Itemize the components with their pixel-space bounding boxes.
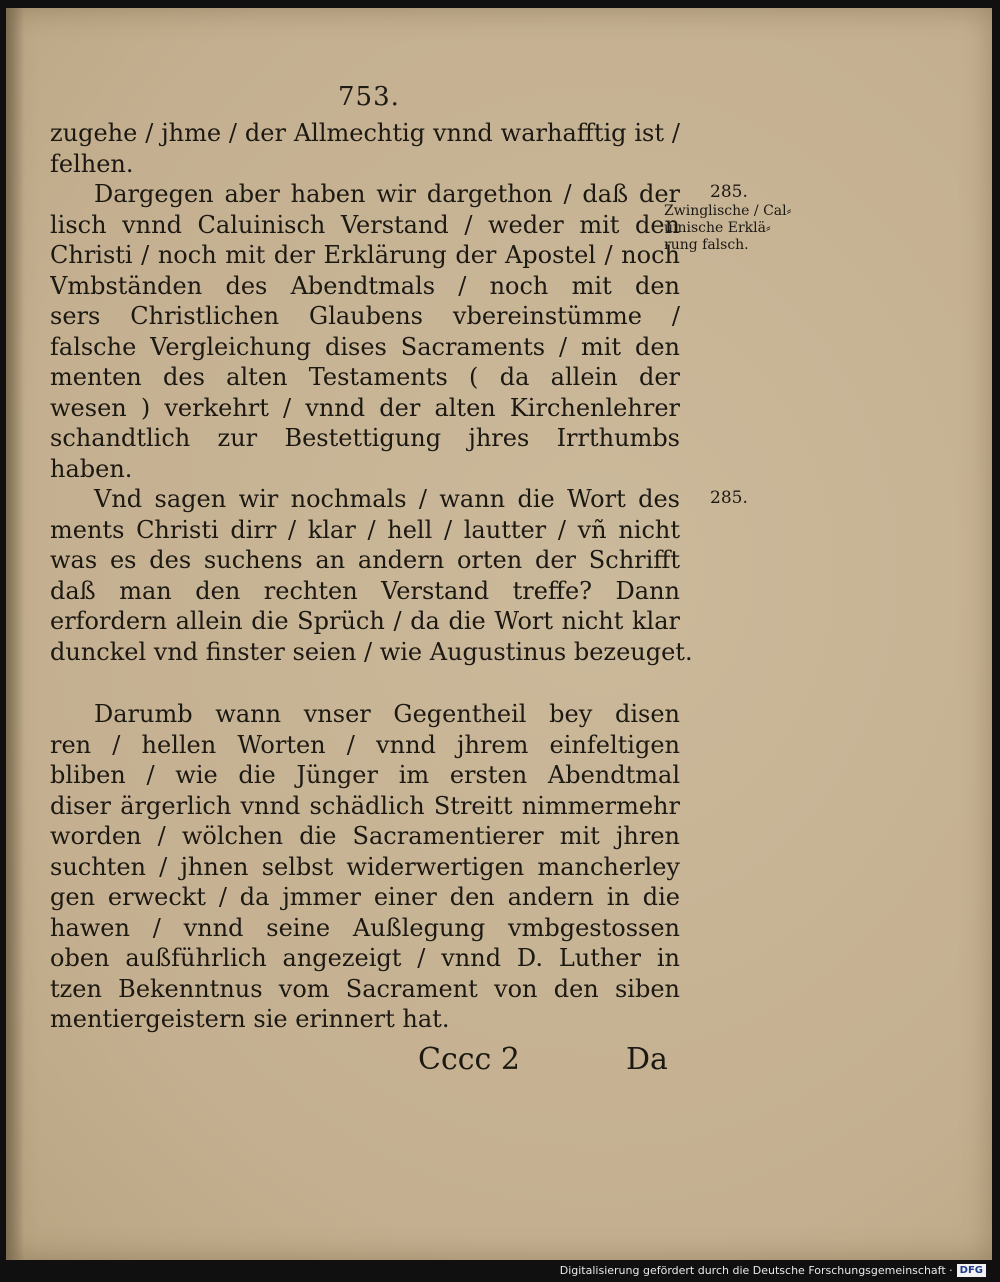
text-line: bliben / wie die Jünger im ersten Abendtmal <box>50 761 680 789</box>
text-line: Christi / noch mit der Erklärung der Apostel / noch <box>50 241 680 269</box>
text-line: Darumb wann vnser Gegentheil bey disen <box>94 700 680 728</box>
text-line: mentiergeistern sie erinnert hat. <box>50 1005 450 1033</box>
text-line: falsche Vergleichung dises Sacraments / mit den <box>50 332 680 361</box>
text-line: gen erweckt / da jmmer einer den andern in die <box>50 883 680 911</box>
text-line: hawen / vnnd seine Außlegung vmbgestossen <box>50 913 680 942</box>
digitization-credit <box>560 1264 986 1277</box>
book-page <box>6 8 992 1260</box>
catchword: Da <box>626 1042 668 1077</box>
text-line: schandtlich zur Bestettigung jhres Irrthumbs <box>50 424 680 452</box>
text-line: ments Christi dirr / klar / hell / lautter / vñ nicht <box>50 515 680 544</box>
signature-mark: Cccc 2 <box>418 1042 520 1077</box>
text-line: dunckel vnd finster seien / wie Augustinus bezeuget. <box>50 637 693 666</box>
paragraph-gap <box>50 667 680 699</box>
text-line: zugehe / jhme / der Allmechtig vnnd warhafftig ist / <box>50 119 680 147</box>
paragraph-2 <box>50 179 680 484</box>
text-line: wesen ) verkehrt / vnnd der alten Kirchenlehrer <box>50 393 680 422</box>
text-line: erfordern allein die Sprüch / da die Wort nicht klar <box>50 607 680 635</box>
text-line: suchten / jhnen selbst widerwertigen mancherley <box>50 852 680 881</box>
text-line: Vnd sagen wir nochmals / wann die Wort des <box>94 485 680 513</box>
text-line: was es des suchens an andern orten der Schrifft <box>50 546 680 574</box>
marginal-note-1 <box>664 184 814 254</box>
credit-text: Digitalisierung gefördert durch die Deutsche Forschungsgemeinschaft · <box>559 1264 953 1277</box>
paragraph-3 <box>50 484 693 667</box>
page-spine-shadow <box>6 8 24 1260</box>
dfg-logo: DFG <box>957 1264 986 1277</box>
text-line: felhen. <box>50 149 134 178</box>
page-number: 753. <box>338 82 400 112</box>
main-text <box>50 118 693 1035</box>
marginal-note-number: 285. <box>710 182 748 202</box>
marginal-note-line: Zwinglische / Cal⸗ <box>664 203 792 219</box>
text-line: daß man den rechten Verstand treffe? Dann <box>50 576 680 605</box>
text-line: tzen Bekenntnus vom Sacrament von den siben <box>50 974 680 1003</box>
text-line: menten des alten Testaments ( da allein der <box>50 363 680 391</box>
marginal-note-2 <box>664 490 814 509</box>
text-line: oben außführlich angezeigt / vnnd D. Luther in <box>50 944 680 972</box>
paragraph-4 <box>50 699 680 1035</box>
text-line: Dargegen aber haben wir dargethon / daß der <box>94 180 680 208</box>
marginal-note-number: 285. <box>710 488 748 508</box>
marginal-note-line: uinische Erklä⸗ <box>664 220 771 236</box>
text-line: lisch vnnd Caluinisch Verstand / weder mit den <box>50 210 680 239</box>
text-line: diser ärgerlich vnnd schädlich Streitt nimmermehr <box>50 791 680 820</box>
marginal-note-line: rung falsch. <box>664 237 749 253</box>
text-line: ren / hellen Worten / vnnd jhrem einfeltigen <box>50 730 680 759</box>
text-line: Vmbständen des Abendtmals / noch mit den <box>50 271 680 300</box>
text-line: worden / wölchen die Sacramentierer mit jhren <box>50 822 680 850</box>
text-line: haben. <box>50 454 133 483</box>
paragraph-1 <box>50 118 680 179</box>
text-line: sers Christlichen Glaubens vbereinstümme / <box>50 302 680 330</box>
